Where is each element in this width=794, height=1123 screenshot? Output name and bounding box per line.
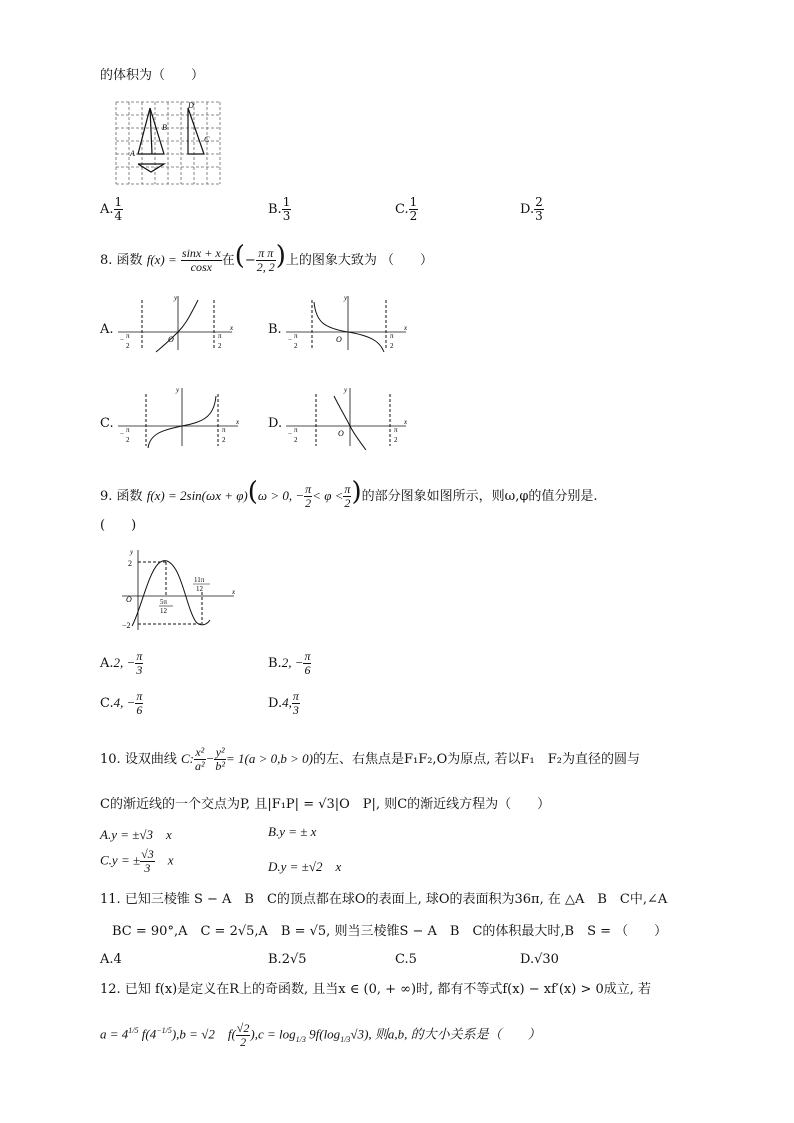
option-label: D.: [268, 859, 281, 874]
expr-a-exponent: 1/5: [128, 1026, 139, 1036]
expr-a-f-exponent: −1/5: [156, 1026, 172, 1036]
func-expr: f(x) =: [146, 252, 177, 267]
y-max-label: 2: [128, 559, 132, 568]
frac-num: sinx + x: [181, 246, 221, 260]
option-label: B.: [268, 656, 282, 671]
two-label: 2: [218, 342, 222, 350]
log-text: log: [323, 1026, 341, 1042]
option-label: D.: [268, 696, 283, 711]
axis-y-label: y: [344, 294, 348, 302]
pi-label: π: [126, 426, 130, 434]
stem-text: 在: [221, 253, 235, 268]
axis-x-label: x: [404, 418, 408, 426]
option-label: C.: [395, 952, 409, 967]
option-value: y = ±: [111, 852, 141, 868]
frac-den: 3: [136, 663, 143, 677]
q8-option-b-label[interactable]: B.: [268, 322, 282, 337]
question-number: 8.: [100, 253, 113, 268]
stem-text: ), 则a,b, 的大小关系是（ ）: [364, 1026, 541, 1042]
option-value: y = ± x: [279, 824, 317, 839]
frac-den: 6: [304, 663, 311, 677]
log-base: 1/3: [340, 1035, 351, 1045]
frac-num: √2: [236, 1021, 250, 1035]
pi-label: π: [222, 426, 226, 434]
q7-option-b[interactable]: [268, 196, 291, 223]
q10-option-a[interactable]: [100, 824, 172, 843]
frac-den: 2: [240, 1035, 247, 1049]
q7-option-c[interactable]: [395, 196, 418, 223]
frac-num: 1: [409, 195, 418, 209]
frac-den: 3: [292, 703, 299, 717]
pi-label: π: [126, 332, 130, 340]
frac-num: π: [292, 689, 299, 703]
q9-sine-graph: [118, 544, 238, 632]
q7-label-b: B: [162, 123, 167, 132]
neg-sign: −: [120, 336, 124, 344]
option-value: 2, −: [113, 655, 136, 670]
neg-sign: −: [288, 336, 292, 344]
q10-stem-line2: C的渐近线的一个交点为P, 且|F₁P| = √3|O P|, 则C的渐近线方程为（ ）: [100, 797, 551, 812]
option-value: 4, −: [113, 695, 136, 710]
two-label: 2: [222, 436, 226, 444]
cond-text: ω > 0, −: [257, 488, 305, 503]
q9-option-b[interactable]: [268, 650, 311, 677]
q8-graph-b[interactable]: [280, 292, 410, 354]
option-label: B.: [268, 952, 282, 967]
frac-num: π: [136, 689, 143, 703]
equation-rhs: = 1(a > 0,b > 0): [225, 751, 313, 766]
two-label: 2: [126, 342, 130, 350]
stem-text: 上的图象大致为 （ ）: [285, 253, 434, 268]
neg-sign: −: [288, 430, 292, 438]
frac-num: x²: [195, 745, 205, 759]
pi-label: π: [218, 332, 222, 340]
frac-den: cosx: [190, 260, 212, 274]
q8-stem: 8. 函数 f(x) = $\frac{\sin x + x}{\cos x}$ 在(− $\frac{\text{π π}}{2, 2}$ )上的图象大致为 （ ）: [100, 241, 434, 274]
q7-stem-tail: 的体积为（ ）: [100, 68, 205, 83]
minus-sign: −: [205, 751, 215, 766]
q11-stem-line1: [100, 892, 667, 908]
frac-den: 4: [114, 209, 123, 223]
option-label: D.: [520, 202, 535, 217]
stem-text: 设双曲线: [124, 752, 177, 767]
q9-stem: 9. 函数 f(x) = 2sin(ωx + φ)(ω > 0, − $\frac{\pi}{2}$ < φ < $\frac{\pi}{2}$ )的部分图象如图所示，则ω,φ的值分别是.: [100, 477, 598, 510]
interval-minus: −: [244, 253, 256, 268]
frac-num: 2: [535, 195, 543, 209]
q9-option-d[interactable]: [268, 690, 300, 717]
two-label: 2: [394, 436, 398, 444]
option-value: y = ±√2 x: [280, 859, 342, 874]
q11-option-d[interactable]: [520, 952, 559, 967]
origin-label: O: [336, 335, 342, 344]
stem-text: 已知三棱锥 S − A B C的顶点都在球O的表面上, 球O的表面积为36π, 在 △A B C中,∠A: [124, 892, 668, 907]
question-number: 10.: [100, 752, 121, 767]
pi-label: π: [294, 426, 298, 434]
q11-stem-line2: BC = 90°,A C = 2√5,A B = √5, 则当三棱锥S − A B C的体积最大时,B S = （ ）: [112, 924, 668, 939]
q8-option-a-label[interactable]: A.: [100, 322, 114, 337]
tick-11pi-num: 11π: [194, 576, 205, 584]
stem-text: 的左、右焦点是F₁F₂,O为原点, 若以F₁ F₂为直径的圆与: [312, 752, 640, 767]
frac-num: √3: [141, 847, 154, 861]
option-label: C.: [395, 202, 409, 217]
option-label: A.: [100, 202, 114, 217]
log-arg: √3: [350, 1026, 365, 1042]
pi-label: π: [394, 426, 398, 434]
q8-graph-c[interactable]: [112, 384, 242, 450]
q10-option-c[interactable]: [100, 848, 173, 875]
frac-den: b²: [215, 759, 225, 773]
q10-stem-line1: [100, 746, 640, 773]
question-number: 12.: [100, 982, 121, 997]
option-label: C.: [100, 852, 112, 868]
frac-den: 3: [535, 209, 543, 223]
option-label: C.: [100, 696, 114, 711]
q7-label-a: A: [130, 149, 135, 158]
question-number: 11.: [100, 892, 121, 907]
question-number: 9.: [100, 489, 113, 504]
frac-den: a²: [194, 759, 205, 773]
q9-option-a[interactable]: [100, 650, 143, 677]
frac-num: π: [136, 649, 143, 663]
pi-label: π: [294, 332, 298, 340]
q7-three-view-figure: [112, 98, 224, 188]
axis-y-label: y: [344, 386, 348, 394]
curve-label: C:: [180, 751, 194, 766]
frac-num: π π: [256, 247, 276, 261]
frac-den: 2, 2: [256, 260, 275, 274]
log-text: log: [279, 1026, 296, 1042]
stem-text: 已知 f(x)是定义在R上的奇函数, 且当x ∈ (0, + ∞)时, 都有不等式f(x) − xf′(x) > 0成立, 若: [124, 982, 652, 997]
expr-a-f: f(4: [141, 1026, 157, 1042]
two-label: 2: [294, 342, 298, 350]
q7-label-c: C: [204, 135, 210, 144]
frac-den: 2: [344, 496, 351, 510]
tick-5pi-num: 5π: [160, 598, 168, 606]
expr-c-f: 9f(: [309, 1026, 324, 1042]
q7-label-d: D: [188, 101, 194, 110]
neg-sign: −: [120, 430, 124, 438]
axis-x-label: x: [404, 324, 408, 332]
option-label: A.: [100, 656, 114, 671]
option-label: A.: [100, 952, 114, 967]
option-value: x: [154, 852, 174, 868]
frac-num: 1: [282, 195, 291, 209]
expr-a: a = 4: [100, 1026, 129, 1042]
two-label: 2: [126, 436, 130, 444]
expr-c: ),c =: [250, 1026, 276, 1042]
option-value: √30: [534, 952, 559, 967]
frac-num: 1: [114, 195, 123, 209]
cond-text: < φ <: [312, 488, 344, 503]
q8-option-c-label[interactable]: C.: [100, 416, 114, 431]
q9-option-c[interactable]: [100, 690, 143, 717]
axis-x-label: x: [230, 324, 234, 332]
origin-label: O: [126, 595, 132, 604]
func-expr: f(x) = 2sin(ωx + φ): [146, 488, 248, 503]
frac-num: π: [305, 482, 312, 496]
pi-label: π: [390, 332, 394, 340]
q11-option-a[interactable]: [100, 952, 122, 967]
option-value: 2, −: [281, 655, 304, 670]
frac-den: 3: [282, 209, 291, 223]
option-value: 2√5: [281, 952, 307, 967]
stem-text: 函数: [116, 253, 143, 268]
q12-stem-line2: [100, 1022, 541, 1049]
tick-5pi-den: 12: [160, 607, 167, 615]
origin-label: O: [338, 429, 344, 438]
frac-num: π: [344, 482, 351, 496]
option-value: y = ±√3 x: [111, 827, 172, 842]
expr-b: ),b = √2 f(: [171, 1026, 236, 1042]
frac-den: 3: [144, 861, 151, 875]
option-value: 4,: [282, 695, 292, 710]
option-value: 5: [408, 952, 417, 967]
q11-option-c[interactable]: [395, 952, 417, 967]
q8-graph-d[interactable]: [280, 384, 410, 450]
axis-x-label: x: [236, 418, 240, 426]
axis-y-label: y: [174, 294, 178, 302]
tick-11pi-den: 12: [196, 585, 203, 593]
frac-den: 2: [305, 496, 312, 510]
option-label: B.: [268, 824, 280, 839]
q9-paren: ( ): [100, 518, 137, 533]
axis-x-label: x: [232, 588, 236, 596]
log-base: 1/3: [295, 1035, 306, 1045]
q7-option-a[interactable]: [100, 196, 123, 223]
frac-num: π: [304, 649, 311, 663]
y-min-label: −2: [122, 621, 131, 630]
q8-option-d-label[interactable]: D.: [268, 416, 283, 431]
q12-stem-line1: [100, 982, 651, 998]
q7-option-d[interactable]: [520, 196, 544, 223]
stem-text: 函数: [116, 489, 143, 504]
two-label: 2: [390, 342, 394, 350]
axis-y-label: y: [130, 548, 134, 556]
frac-num: y²: [215, 745, 225, 759]
axis-y-label: y: [176, 386, 180, 394]
option-label: A.: [100, 827, 112, 842]
q10-option-b[interactable]: [268, 824, 316, 840]
frac-den: 2: [409, 209, 418, 223]
option-value: 4: [113, 952, 122, 967]
two-label: 2: [294, 436, 298, 444]
stem-text: 的部分图象如图所示，则ω,φ的值分别是.: [361, 489, 598, 504]
q8-graph-a[interactable]: [112, 292, 237, 354]
option-label: B.: [268, 202, 282, 217]
q11-option-b[interactable]: [268, 952, 307, 967]
origin-label: O: [168, 335, 174, 344]
option-label: D.: [520, 952, 535, 967]
q10-option-d[interactable]: [268, 856, 341, 875]
frac-den: 6: [136, 703, 143, 717]
